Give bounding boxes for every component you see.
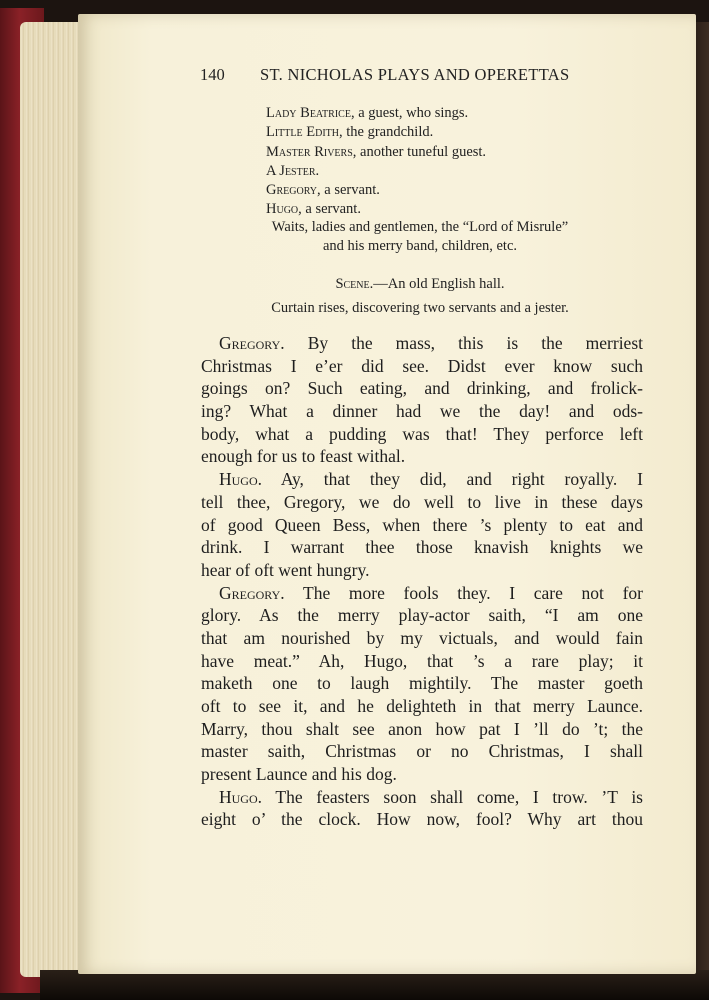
text-line: Christmas I e’er did see. Didst ever know such [201, 355, 643, 376]
running-title: ST. NICHOLAS PLAYS AND OPERETTAS [260, 65, 570, 84]
text-line: ing? What a dinner had we the day! and ods- [201, 401, 643, 422]
cast-name: Gregory [266, 182, 318, 199]
text-line: tell thee, Gregory, we do well to live in these days [201, 491, 643, 512]
text-line: oft to see it, and he delighteth in that merry Launce. [201, 696, 643, 716]
text-line: master saith, Christmas or no Christmas, I shall [201, 741, 643, 762]
text-line: glory. As the merry play-actor saith, “I am one [201, 605, 643, 626]
waits-line-1: Waits, ladies and gentlemen, the “Lord of Misrule” [271, 219, 569, 235]
running-header [200, 65, 620, 87]
cast-entry [266, 200, 486, 219]
speaker-name: Hugo. [219, 469, 263, 490]
text-line: have meat.” Ah, Hugo, that ’s a rare play; it [201, 650, 643, 671]
cast-name: Master Rivers [266, 143, 353, 160]
speech [201, 468, 643, 581]
stage-direction: Curtain rises, discovering two servants and a jester. [271, 300, 569, 316]
book-right-edge [694, 22, 709, 972]
bottom-shadow [40, 970, 709, 1000]
cast-desc: , the grandchild. [339, 124, 434, 141]
cast-name: Hugo [266, 201, 299, 218]
speaker-name: Gregory. [219, 582, 285, 603]
cast-desc: , a servant. [298, 201, 361, 218]
text-line: Marry, thou shalt see anon how pat I ’ll do ’t; the [201, 718, 643, 739]
text-line: Gregory. The more fools they. I care not for [219, 582, 643, 603]
text-line: enough for us to feast withal. [201, 446, 406, 467]
page-number: 140 [200, 65, 225, 84]
cast-list [266, 104, 486, 220]
text-line: Hugo. Ay, that they did, and right royally. I [219, 469, 643, 490]
waits-line-2: and his merry band, children, etc. [322, 238, 518, 254]
text-line: present Launce and his dog. [201, 764, 397, 785]
text-line: eight o’ the clock. How now, fool? Why art thou [201, 809, 643, 830]
dialogue [201, 332, 643, 831]
cast-desc: , a guest, who sings. [350, 105, 469, 121]
cast-name: A Jester [266, 162, 316, 179]
cast-entry [266, 123, 486, 142]
text-line: hear of oft went hungry. [201, 559, 370, 580]
speech [201, 332, 643, 468]
text-line: goings on? Such eating, and drinking, and frolick- [201, 378, 643, 399]
text-line: Hugo. The feasters soon shall come, I trow. ’T is [219, 786, 643, 807]
scene-label: Scene. [335, 276, 374, 292]
text-line: Gregory. By the mass, this is the merriest [219, 333, 643, 353]
cast-entry [266, 181, 486, 200]
speech [201, 582, 643, 786]
text-line: of good Queen Bess, when there ’s plenty to eat and [201, 514, 643, 535]
cast-entry [266, 104, 486, 123]
text-line: maketh one to laugh mightily. The master goeth [201, 673, 643, 694]
text-line: drink. I warrant thee those knavish knights we [201, 537, 643, 558]
text-line: body, what a pudding was that! They perforce left [201, 423, 643, 444]
cast-desc: , a servant. [317, 182, 380, 199]
cast-entry [266, 143, 486, 162]
cast-desc: . [315, 162, 320, 179]
cast-desc: , another tuneful guest. [352, 143, 487, 160]
cast-name: Lady Beatrice [266, 105, 351, 121]
speaker-name: Hugo. [219, 786, 263, 807]
cast-name: Little Edith [266, 124, 339, 141]
text-line: that am nourished by my victuals, and would fain [201, 627, 643, 648]
speech [201, 786, 643, 831]
cast-entry [266, 162, 486, 181]
speaker-name: Gregory. [219, 333, 285, 353]
scene-heading [200, 276, 640, 293]
scene-text: —An old English hall. [373, 276, 505, 292]
